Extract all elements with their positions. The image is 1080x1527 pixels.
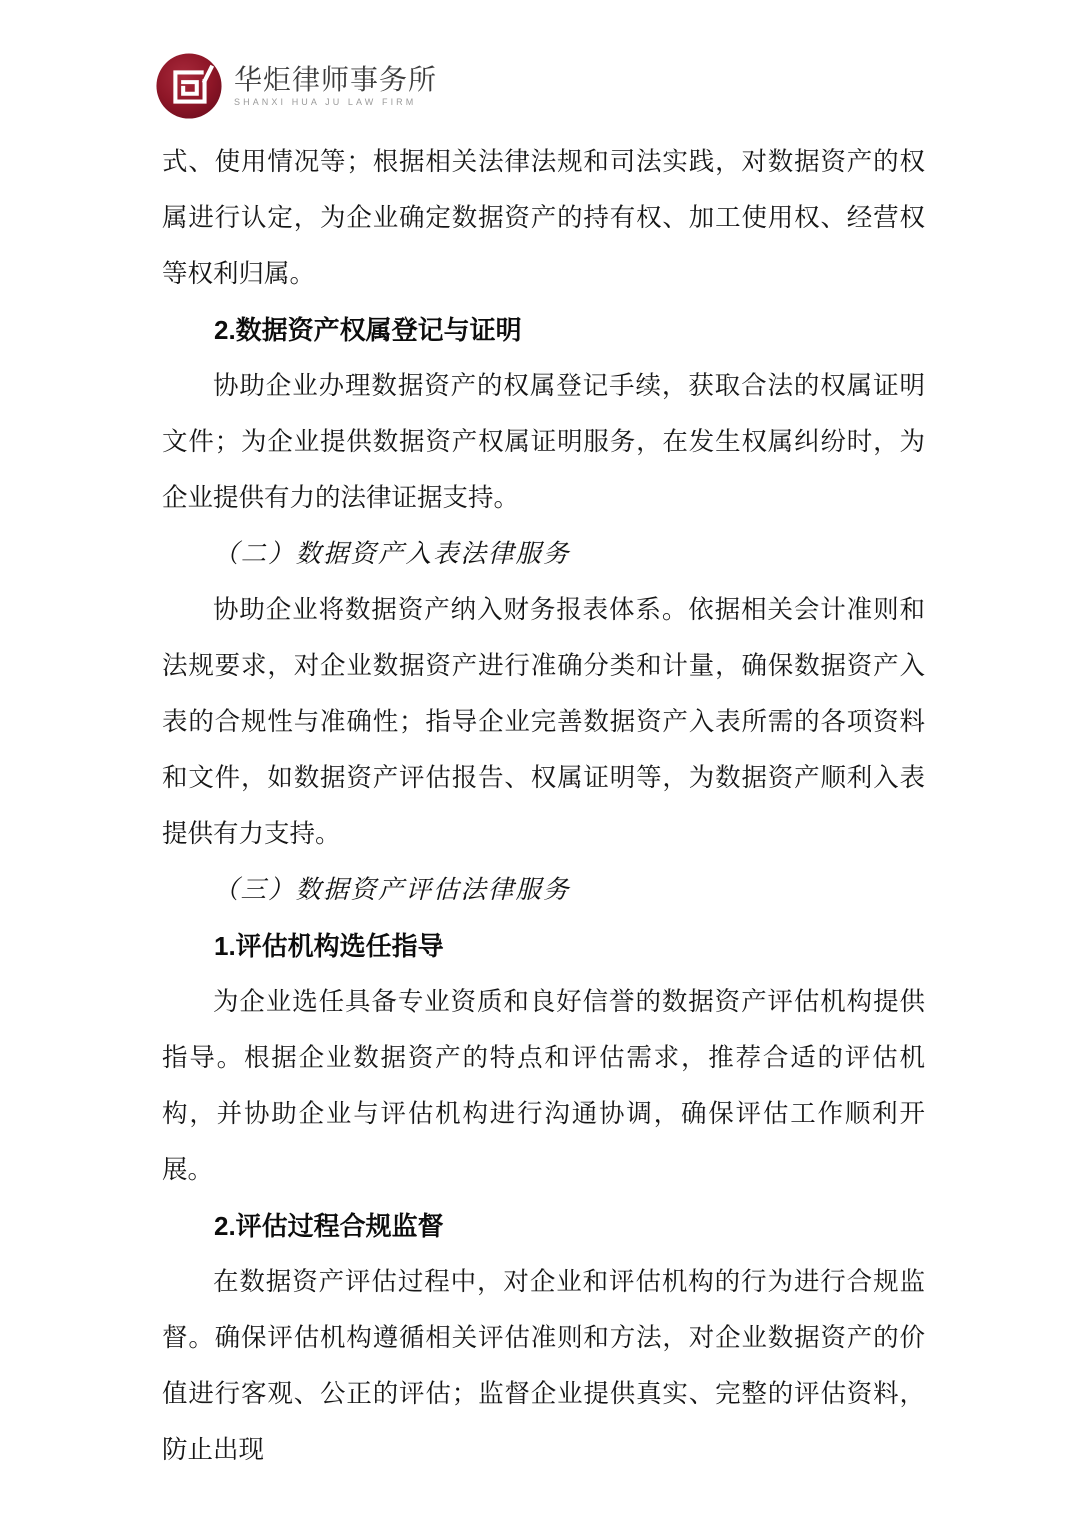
heading-section-3-valuation-services: （三）数据资产评估法律服务 [213, 875, 571, 904]
firm-name-english: SHANXI HUA JU LAW FIRM [234, 96, 417, 107]
law-firm-name-block [234, 65, 437, 108]
paragraph-agency-selection-guidance: 为企业选任具备专业资质和良好信誉的数据资产评估机构提供指导。根据企业数据资产的特点和评估需求，推荐合适的评估机构，并协助企业与评估机构进行沟通协调，确保评估工作顺利开展。 [162, 987, 925, 1184]
paragraph-ownership-confirmation-tail: 式、使用情况等；根据相关法律法规和司法实践，对数据资产的权属进行认定，为企业确定数据资产的持有权、加工使用权、经营权等权利归属。 [162, 147, 925, 288]
law-firm-logo-mark-icon [155, 52, 223, 120]
heading-agency-selection-guidance: 1.评估机构选任指导 [214, 931, 444, 961]
paragraph-balance-sheet-services: 协助企业将数据资产纳入财务报表体系。依据相关会计准则和法规要求，对企业数据资产进行准确分类和计量，确保数据资产入表的合规性与准确性；指导企业完善数据资产入表所需的各项资料和文件，如数据资产评估报告、权属证明等，为数据资产顺利入表提供有力支持。 [162, 595, 925, 848]
heading-section-2-balance-sheet-services: （二）数据资产入表法律服务 [213, 539, 571, 568]
heading-compliance-supervision: 2.评估过程合规监督 [214, 1211, 444, 1241]
document-body [162, 134, 925, 1478]
firm-name-chinese: 华炬律师事务所 [234, 63, 438, 95]
paragraph-registration-certification: 协助企业办理数据资产的权属登记手续，获取合法的权属证明文件；为企业提供数据资产权属证明服务，在发生权属纠纷时，为企业提供有力的法律证据支持。 [162, 371, 925, 512]
heading-registration-certification: 2.数据资产权属登记与证明 [214, 315, 522, 345]
law-firm-logo [155, 52, 437, 120]
paragraph-compliance-supervision: 在数据资产评估过程中，对企业和评估机构的行为进行合规监督。确保评估机构遵循相关评估准则和方法，对企业数据资产的价值进行客观、公正的评估；监督企业提供真实、完整的评估资料，防止出现 [162, 1267, 925, 1464]
